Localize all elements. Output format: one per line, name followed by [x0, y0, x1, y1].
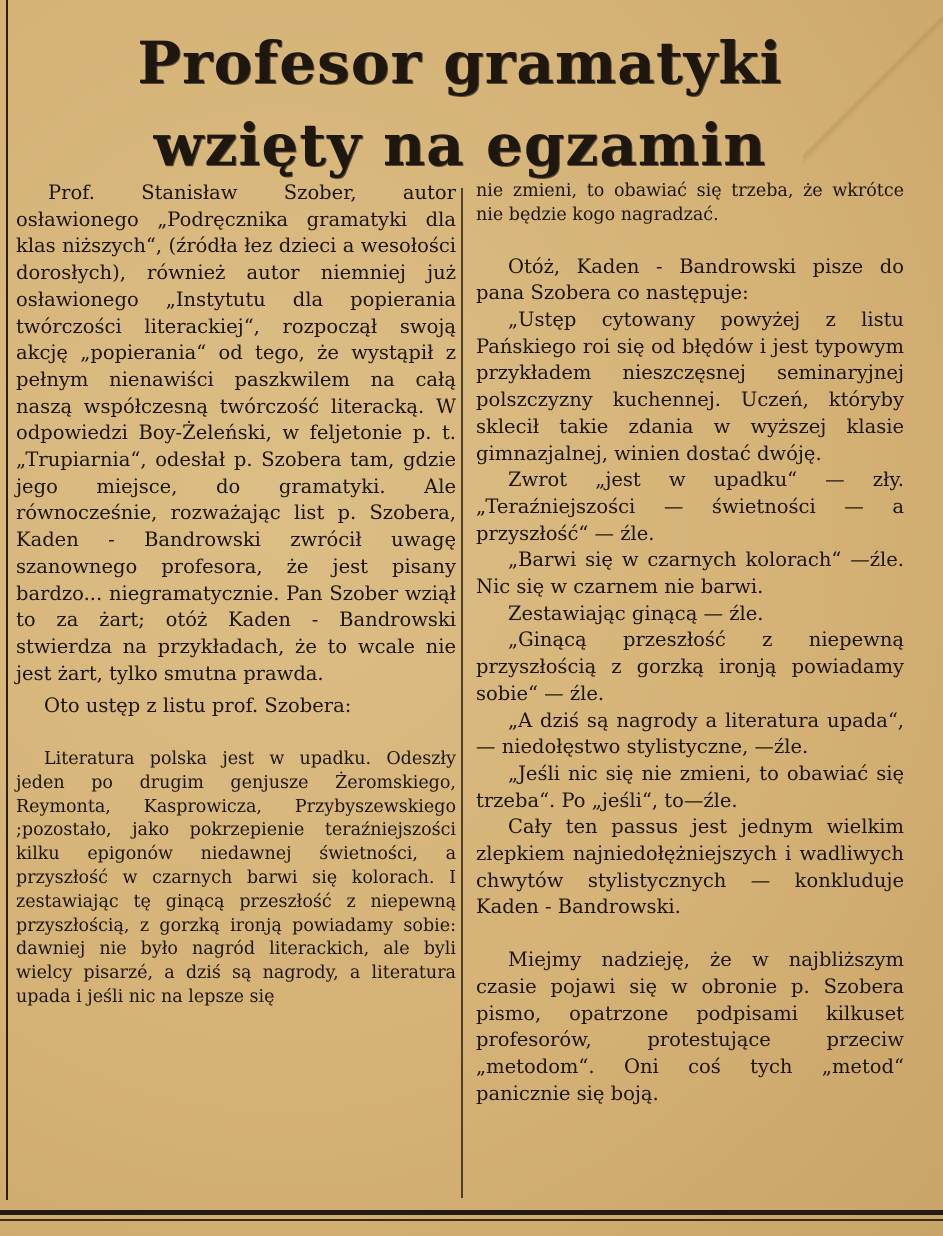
- critique-point-4: „Ginącą przeszłość z niepewną przyszłością z gorzką ironją powiadamy sobie“ — źle.: [476, 628, 904, 705]
- intro-paragraph: Prof. Stanisław Szober, autor osławionego „Podręcznika gramatyki dla klas niższych“, (źródła łez dzieci a wesołości dorosłych), również autor niemniej już osławionego „Instytutu dla popierania twórczości literackiej“, rozpoczął swoją akcję „popierania“ od tego, że wystąpił z pełnym nienawiści paszkwilem na całą naszą współczesną twórczość literacką. W odpowiedzi Boy-Żeleński, w feljetonie p. t. „Trupiarnia“, odesłał p. Szobera tam, gdzie jego miejsce, do gramatyki. Ale równocześnie, rozważając list p. Szobera, Kaden - Bandrowski zwrócił uwagę szanownego profesora, że jest pisany bardzo... niegramatycznie. Pan Szober wziął to za żart; otóż Kaden - Bandrowski stwierdza na przykładach, że to wcale nie jest żart, tylko smutna prawda.: [16, 181, 456, 685]
- critique-conclusion: Cały ten passus jest jednym wielkim zlepkiem najniedołężniejszych i wadliwych chwytów stylistycznych — konkluduje Kaden - Bandrowski.: [476, 815, 904, 919]
- right-column: [476, 180, 904, 1107]
- left-column: [16, 180, 456, 1010]
- bottom-rule: [0, 1210, 943, 1215]
- critique-point-3: Zestawiając ginącą — źle.: [508, 601, 764, 625]
- closing-paragraph: Miejmy nadzieję, że w najbliższym czasie pojawi się w obronie p. Szobera pismo, opatrzone podpisami kilkuset profesorów, protestujące przeciw „metodom“. Oni coś tych „metod“ panicznie się boją.: [476, 948, 904, 1105]
- critique-point-5: „A dziś są nagrody a literatura upada“, — niedołęstwo stylistyczne, —źle.: [476, 708, 904, 759]
- critique-point-6: „Jeśli nic się nie zmieni, to obawiać się trzeba“. Po „jeśli“, to—źle.: [476, 761, 904, 812]
- column-divider: [461, 188, 463, 1198]
- article-headline: Profesor gramatyki wzięty na egzamin: [137, 29, 783, 179]
- kaden-critique: „Ustęp cytowany powyżej z listu Pańskiego roi się od błędów i jest typowym przykładem nieszczęsnej seminaryjnej polszczyzny kuchennej. Uczeń, któryby sklecił takie zdania w wyższej klasie gimnazjalnej, winien dostać dwóję.: [476, 308, 904, 465]
- kaden-intro: Otóż, Kaden - Bandrowski pisze do pana Szobera co następuje:: [476, 254, 904, 305]
- quote-intro: Oto ustęp z listu prof. Szobera:: [44, 694, 352, 718]
- critique-point-2: „Barwi się w czarnych kolorach“ —źle. Nic się w czarnem nie barwi.: [476, 548, 904, 599]
- szober-quote: Literatura polska jest w upadku. Odeszły jeden po drugim genjusze Żeromskiego, Reymonta, Kasprowicza, Przybyszewskiego ;pozostało, jako pokrzepienie teraźniejszości kilku epigonów niedawnej świetności, a przyszłość w czarnych barwi się kolorach. I zestawiając tę ginącą przeszłość z niepewną przyszłością, z gorzką ironją powiadamy sobie: dawniej nie było nagród literackich, ale byli wielcy pisarzé, a dziś są nagrody, a literatura upada i jeśli nic na lepsze się: [16, 749, 456, 1008]
- quote-continuation: nie zmieni, to obawiać się trzeba, że wkrótce nie będzie kogo nagradzać.: [476, 181, 904, 225]
- critique-point-1: Zwrot „jest w upadku“ — zły. „Teraźniejszości — świetności — a przyszłość“ — źle.: [476, 468, 904, 545]
- bottom-rule-thin: [0, 1219, 943, 1221]
